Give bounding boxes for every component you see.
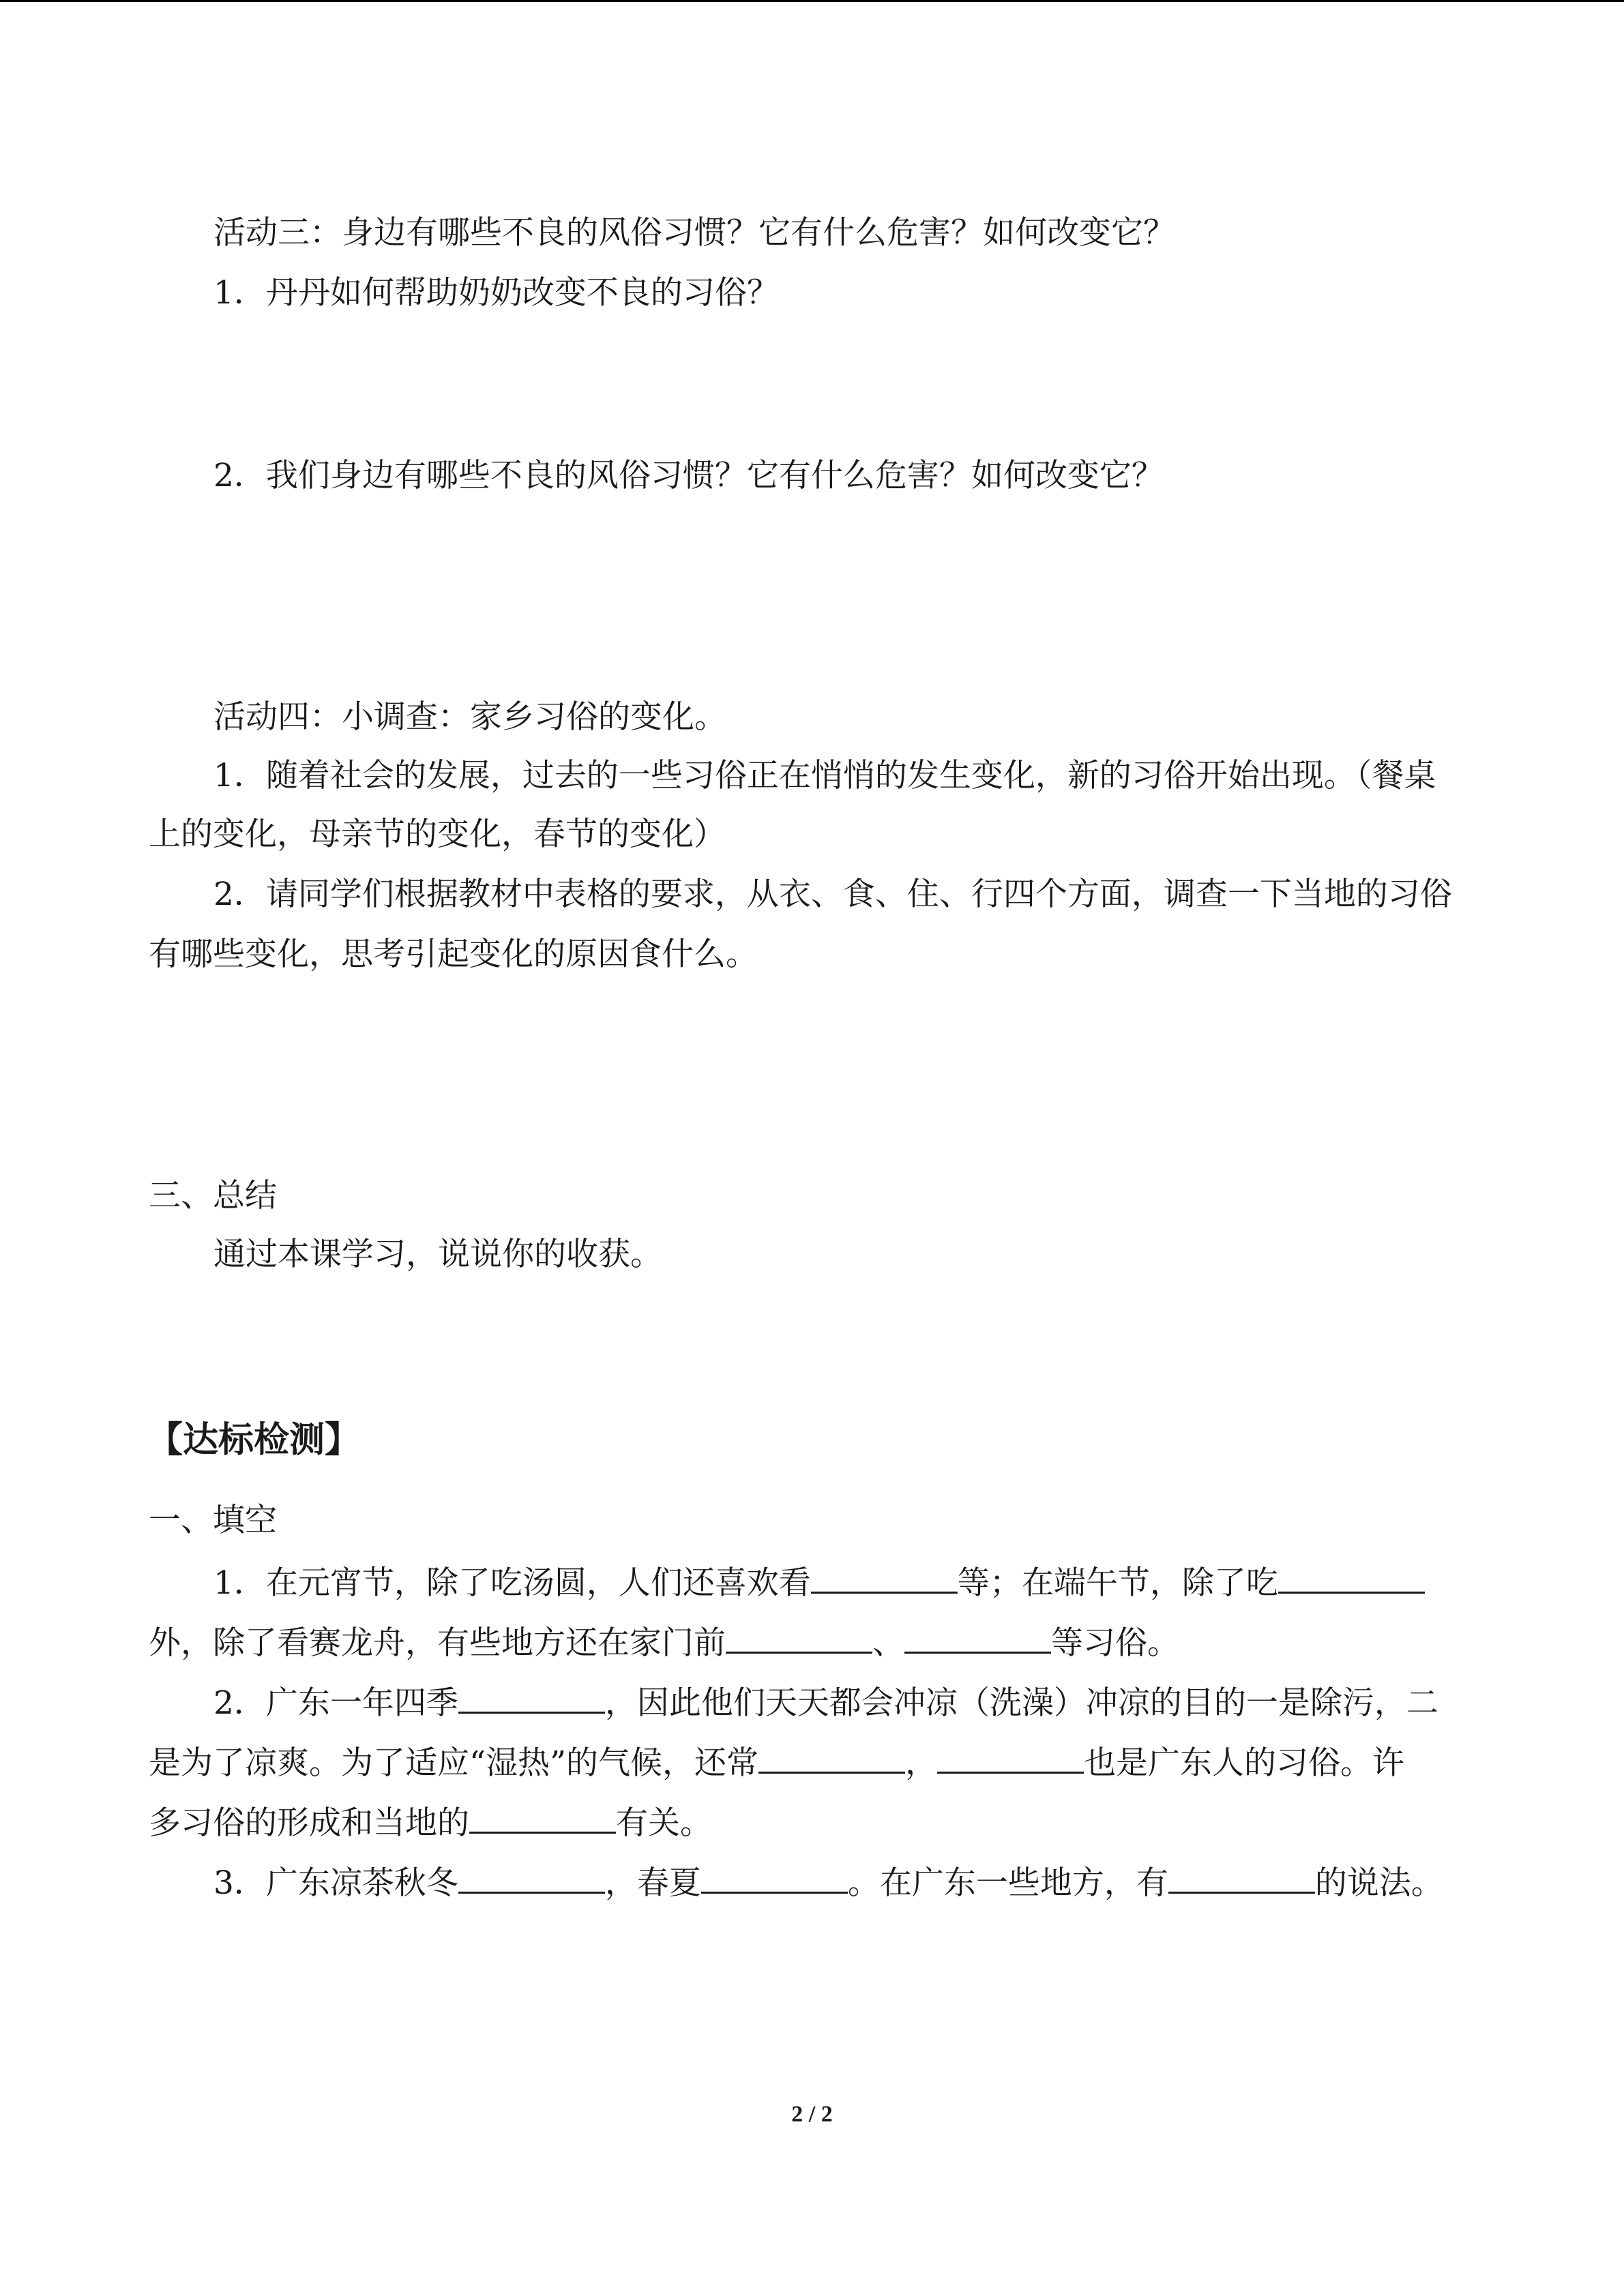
question-2-text-g: 有关。	[616, 1804, 712, 1842]
question-2-text-f: 多习俗的形成和当地的	[149, 1804, 469, 1842]
question-1-text-e: 等习俗。	[1051, 1624, 1179, 1662]
summary-text: 通过本课学习，说说你的收获。	[213, 1236, 662, 1273]
question-1-text-c: 外，除了看赛龙舟，有些地方还在家门前	[149, 1624, 726, 1662]
question-2-text-e: 也是广东人的习俗。许	[1084, 1744, 1405, 1782]
activity4-title: 活动四：小调查：家乡习俗的变化。	[213, 698, 726, 736]
question-3-line1	[213, 1860, 1443, 1904]
question-2-text-a: 2．广东一年四季	[213, 1684, 458, 1722]
activity4-para1-line1: 1．随着社会的发展，过去的一些习俗正在悄悄的发生变化，新的习俗开始出现。（餐桌	[213, 757, 1436, 794]
answer-blank[interactable]	[458, 1860, 605, 1894]
question-2-line3	[149, 1800, 712, 1844]
question-3-text-b: ，春夏	[604, 1864, 701, 1902]
question-1-line2	[149, 1620, 1179, 1664]
answer-blank[interactable]	[458, 1680, 605, 1714]
question-1-text-a: 1．在元宵节，除了吃汤圆，人们还喜欢看	[213, 1564, 811, 1602]
answer-blank[interactable]	[469, 1800, 616, 1834]
question-1-text-d: 、	[872, 1624, 904, 1662]
question-1-text-b: 等；在端午节，除了吃	[957, 1564, 1278, 1602]
question-2-line2	[149, 1740, 1404, 1784]
answer-blank[interactable]	[1168, 1860, 1315, 1894]
fill-blank-section-heading: 一、填空	[149, 1502, 277, 1539]
question-2-text-b: ，因此他们天天都会冲凉（洗澡）冲凉的目的一是除污，二	[604, 1684, 1438, 1722]
answer-blank[interactable]	[811, 1560, 958, 1594]
answer-blank[interactable]	[701, 1860, 848, 1894]
question-1-line1	[213, 1560, 1425, 1604]
summary-heading: 三、总结	[149, 1177, 277, 1214]
answer-blank[interactable]	[758, 1740, 905, 1774]
activity4-para2-line2: 有哪些变化，思考引起变化的原因食什么。	[149, 936, 758, 973]
question-2-text-c: 是为了凉爽。为了适应“湿热”的气候，还常	[149, 1744, 759, 1782]
top-border-line	[0, 0, 1624, 2]
answer-blank[interactable]	[904, 1620, 1051, 1654]
activity3-question-1: 1．丹丹如何帮助奶奶改变不良的习俗？	[213, 274, 779, 312]
question-2-text-d: ，	[905, 1744, 938, 1782]
question-3-text-d: 的说法。	[1314, 1864, 1443, 1902]
test-heading: 【达标检测】	[147, 1419, 361, 1461]
answer-blank[interactable]	[726, 1620, 872, 1654]
question-3-text-a: 3．广东凉茶秋冬	[213, 1864, 458, 1902]
question-2-line1	[213, 1680, 1438, 1724]
answer-blank[interactable]	[937, 1740, 1084, 1774]
activity3-title: 活动三：身边有哪些不良的风俗习惯？它有什么危害？如何改变它？	[213, 214, 1175, 252]
activity3-question-2: 2．我们身边有哪些不良的风俗习惯？它有什么危害？如何改变它？	[213, 457, 1164, 494]
page-number: 2 / 2	[791, 2102, 833, 2127]
activity4-para1-line2: 上的变化，母亲节的变化，春节的变化）	[149, 816, 726, 853]
answer-blank[interactable]	[1278, 1560, 1425, 1594]
question-3-text-c: 。在广东一些地方，有	[847, 1864, 1168, 1902]
activity4-para2-line1: 2．请同学们根据教材中表格的要求，从衣、食、住、行四个方面，调查一下当地的习俗	[213, 876, 1452, 913]
